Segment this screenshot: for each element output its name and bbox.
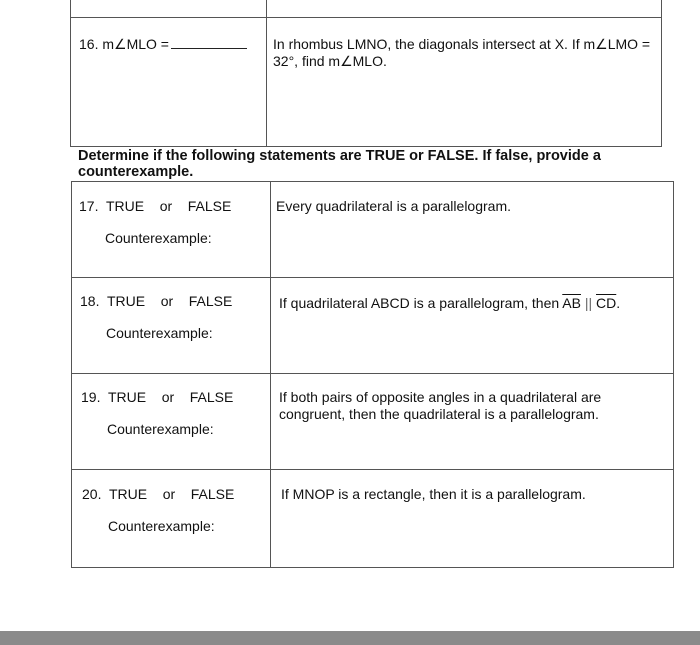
row-20-or: or xyxy=(162,486,176,502)
row-19-counterexample-label: Counterexample: xyxy=(107,421,214,437)
row-18-or: or xyxy=(160,293,174,309)
row-19-or: or xyxy=(161,389,175,405)
row-18-true[interactable]: TRUE xyxy=(107,293,146,309)
row-17-number: 17. xyxy=(79,198,99,214)
tf-row-rule-2 xyxy=(71,373,674,374)
row-17-statement: Every quadrilateral is a parallelogram. xyxy=(276,198,511,214)
row-19-number: 19. xyxy=(81,389,101,405)
row-18-statement-prefix: If quadrilateral ABCD is a parallelogram, then xyxy=(279,295,563,311)
row-17-choices xyxy=(79,198,231,215)
row-17-true[interactable]: TRUE xyxy=(106,198,145,214)
row-20-counterexample-label: Counterexample: xyxy=(108,518,215,534)
q16-answer-blank[interactable] xyxy=(171,36,247,49)
q16-prompt: In rhombus LMNO, the diagonals intersect at X. If m∠LMO = 32°, find m∠MLO. xyxy=(273,36,651,69)
q16-table xyxy=(70,0,662,147)
row-20-number: 20. xyxy=(82,486,102,502)
row-20-statement: If MNOP is a rectangle, then it is a parallelogram. xyxy=(281,486,586,502)
instructions-heading: Determine if the following statements are TRUE or FALSE. If false, provide a counterexample. xyxy=(78,148,601,180)
q16-label-text: 16. m∠MLO = xyxy=(79,36,169,52)
row-19-false[interactable]: FALSE xyxy=(189,389,234,405)
tf-row-rule-3 xyxy=(71,469,674,470)
row-18-statement xyxy=(279,295,620,312)
q16-divider xyxy=(266,0,267,147)
segment-ab: $\overline{AB}$ xyxy=(562,295,581,311)
q16-top-rule xyxy=(70,17,662,18)
q16-label xyxy=(79,36,247,53)
tf-divider xyxy=(270,181,271,568)
row-19-statement: If both pairs of opposite angles in a quadrilateral are congruent, then the quadrilateral is a parallelogram. xyxy=(279,389,602,422)
row-20-choices xyxy=(82,486,234,503)
row-17-or: or xyxy=(159,198,173,214)
row-17-false[interactable]: FALSE xyxy=(187,198,232,214)
row-18-statement-suffix: . xyxy=(616,295,621,311)
row-18-counterexample-label: Counterexample: xyxy=(106,325,213,341)
parallel-symbol: || xyxy=(584,295,593,311)
row-18-false[interactable]: FALSE xyxy=(188,293,233,309)
row-20-true[interactable]: TRUE xyxy=(109,486,148,502)
bottom-edge-bar xyxy=(0,631,700,645)
segment-cd: $\overline{CD}$ xyxy=(596,295,617,311)
row-18-choices xyxy=(80,293,232,310)
row-20-false[interactable]: FALSE xyxy=(190,486,235,502)
row-19-true[interactable]: TRUE xyxy=(108,389,147,405)
row-18-number: 18. xyxy=(80,293,100,309)
row-19-choices xyxy=(81,389,233,406)
tf-row-rule-1 xyxy=(71,277,674,278)
row-17-counterexample-label: Counterexample: xyxy=(105,230,212,246)
